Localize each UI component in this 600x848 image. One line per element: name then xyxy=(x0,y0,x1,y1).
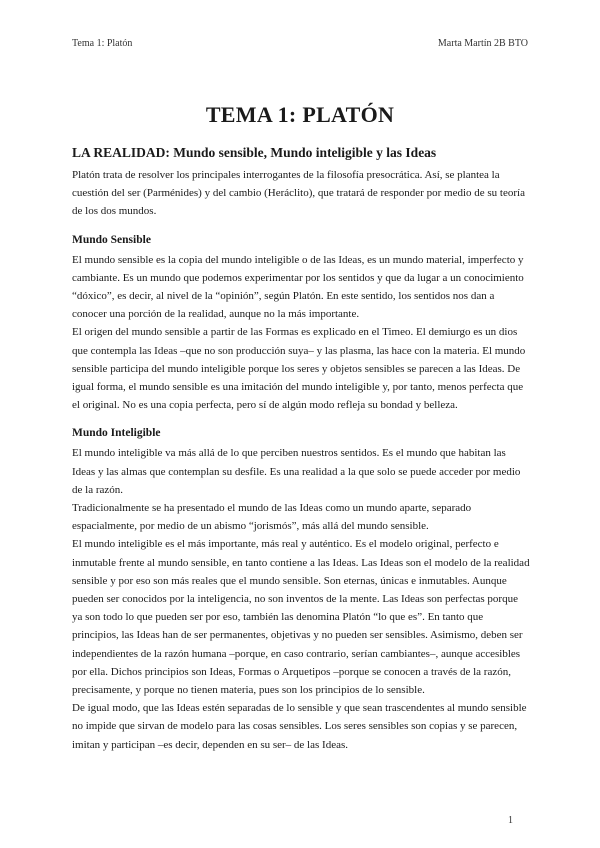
mundo-inteligible-paragraph-4: De igual modo, que las Ideas estén separadas de lo sensible y que sean trascendentes al mundo sensible no impide que sirvan de modelo para las cosas sensibles. Los seres sensibles son copias y se parecen, imitan y participan –es decir, dependen en su ser– de las Ideas. xyxy=(72,702,527,751)
mundo-inteligible-paragraph-2: Tradicionalmente se ha presentado el mundo de las Ideas como un mundo aparte, separado espacialmente, por medio de un abismo “jorismós”, más allá del mundo sensible. xyxy=(72,502,472,533)
intro-paragraph: Platón trata de resolver los principales interrogantes de la filosofía presocrática. Así, se plantea la cuestión del ser (Parménides) y del cambio (Heráclito), que tratará de responder por medio de su teoría de los dos mundos. xyxy=(72,169,525,218)
document-title: TEMA 1: PLATÓN xyxy=(205,102,395,127)
mundo-sensible-paragraph-1: El mundo sensible es la copia del mundo inteligible o de las Ideas, es un mundo material, imperfecto y cambiante. Es un mundo que podemos experimentar por los sentidos y que da lugar a un conocimiento “dóxico”, es decir, al nivel de la “opinión”, según Platón. En este sentido, los sentidos nos dan a conocer una porción de la realidad, aunque no la más importante. xyxy=(72,253,524,321)
page-header-right: Marta Martín 2B BTO xyxy=(437,38,528,49)
mundo-sensible-heading: Mundo Sensible xyxy=(72,233,151,246)
page-header-left: Tema 1: Platón xyxy=(72,38,133,49)
section-heading: LA REALIDAD: Mundo sensible, Mundo inteligible y las Ideas xyxy=(72,145,437,160)
mundo-sensible-paragraph-2: El origen del mundo sensible a partir de las Formas es explicado en el Timeo. El demiurgo es un dios que contempla las Ideas –que no son producción suya– y las plasma, las hace con la materia. El mundo sensible participa del mundo inteligible porque los seres y objetos sensibles se parecen a las Ideas. De igual forma, el mundo sensible es una imitación del mundo inteligible y, por tanto, menos perfecta que el original. No es una copia perfecta, pero sí de algún modo refleja su bondad y belleza. xyxy=(72,326,526,412)
page-number: 1 xyxy=(508,815,513,826)
mundo-inteligible-paragraph-3: El mundo inteligible es el más importante, más real y auténtico. Es el modelo original, perfecto e inmutable frente al mundo sensible, en tanto contiene a las Ideas. Las Ideas son el modelo de la realidad sensible y por eso son más reales que el mundo sensible. Son eternas, únicas e inmutables. Aunque pueden ser conocidos por la inteligencia, no son inventos de la mente. Las Ideas son perfectas porque ya son todo lo que pueden ser por eso, también las denomina Platón “lo que es”. En tanto que principios, las Ideas han de ser permanentes, objetivas y no pueden ser sensibles. Asimismo, deben ser independientes de la razón humana –porque, en caso contrario, serían cambiantes–, aunque accesibles por ella. Dichos principios son Ideas, Formas o Arquetipos –porque se conocen a través de la razón, precisamente, y porque no tienen materia, pues son los principios de lo sensible. xyxy=(72,538,530,697)
document-body xyxy=(72,144,530,754)
mundo-inteligible-paragraph-1: El mundo inteligible va más allá de lo que perciben nuestros sentidos. Es el mundo que habitan las Ideas y las almas que contemplan su desfile. Es una realidad a la que solo se puede acceder por medio de la razón. xyxy=(72,447,521,496)
mundo-inteligible-heading: Mundo Inteligible xyxy=(72,427,161,440)
